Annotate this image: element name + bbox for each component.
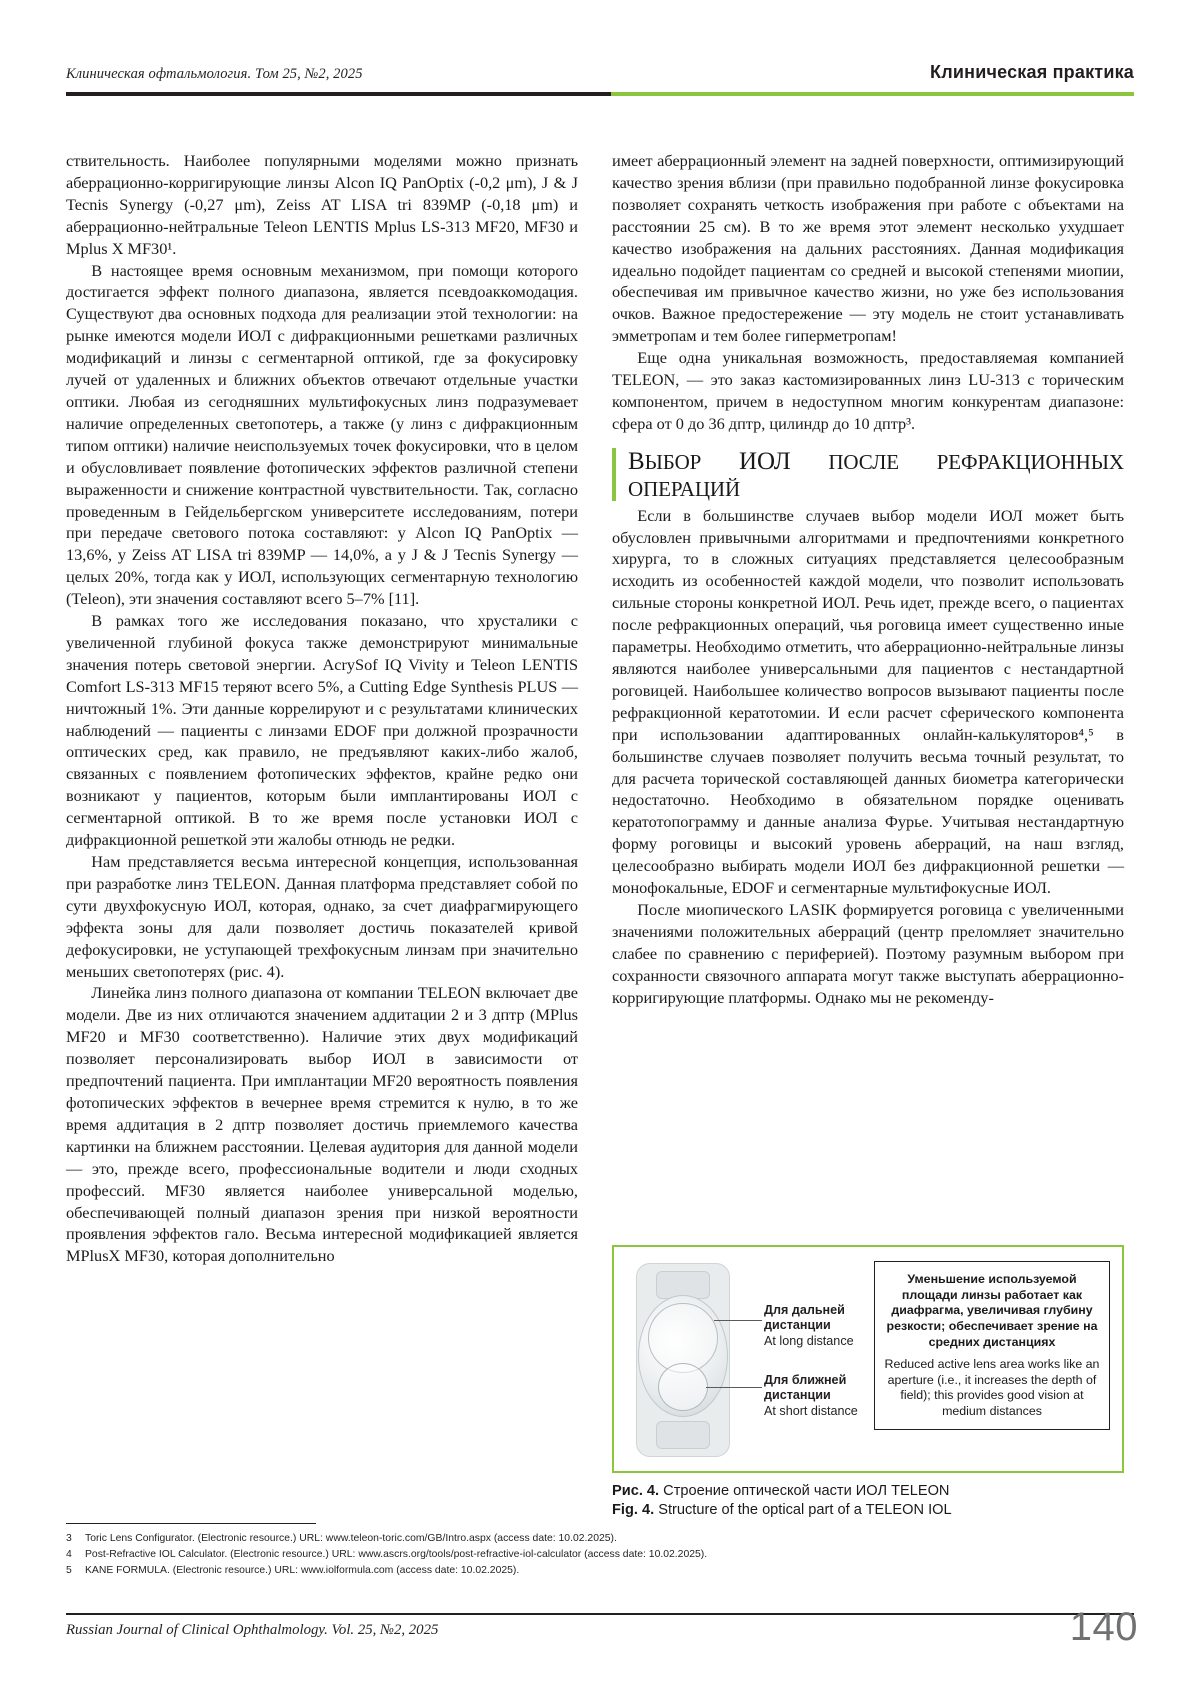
section-heading-word2: ИОЛ: [739, 447, 791, 475]
paragraph: Нам представляется весьма интересной концепция, использованная при разработке линз TELEON. Данная платформа представляет собой по сути двухфокусную ИОЛ, которая, однако, за счет диафрагмирующего эффекта зоны для дали позволяет достичь показателей кривой дефокусировки, не уступающей трехфокусным линзам при значительно меньших светопотерях (рис. 4).: [66, 852, 578, 981]
figure-box: [612, 1245, 1124, 1473]
figure-label-far-ru-2: дистанции: [764, 1318, 831, 1333]
figure-note-box: [874, 1261, 1110, 1430]
paragraph: После миопического LASIK формируется роговица с увеличенными значениями положительных аберраций (центр преломляет значительно слабее по сравнению с периферией). Поэтому разумным выбором при сохранности связочного аппарата могут также выступать аберрационно-корригирующие платформы. Однако мы не рекоменду-: [612, 899, 1124, 1007]
header-section-label: Клиническая практика: [930, 62, 1134, 82]
iol-lens-illustration: [628, 1259, 740, 1459]
paragraph: ствительность. Наиболее популярными моделями можно признать аберрационно-корригирующие линзы Alcon IQ PanOptix (-0,2 μm), J & J Tecnis Synergy (-0,27 μm), Zeiss AT LISA tri 839MP (-0,18 μm) и аберрационно-нейтральные Teleon LENTIS Mplus LS-313 MF20, MF30 и Mplus X MF30¹.: [66, 151, 578, 258]
paragraph: В рамках того же исследования показано, что хрусталики с увеличенной глубиной фокуса также демонстрируют минимальные значения потерь световой энергии. AcrySof IQ Vivity и Teleon LENTIS Comfort LS-313 MF15 теряют всего 5%, a Cutting Edge Synthesis PLUS — ничтожный 1%. Эти данные коррелируют и с результатами клинических наблюдений — пациенты с линзами EDOF при должной прозрачности оптических сред, как правило, не предъявляют каких-либо жалоб, связанных с появлением фотопических эффектов, крайне редко они возникают у пациентов, которым были имплантированы ИОЛ с сегментарной оптикой. В то же время после установки ИОЛ с дифракционной решеткой эти жалобы отнюдь не редки.: [66, 611, 578, 850]
left-column: [66, 150, 578, 1267]
figure-label-far-ru-1: Для дальней: [764, 1303, 845, 1317]
figure-label-far-en: At long distance: [764, 1333, 854, 1348]
header-rule-accent: [611, 92, 1134, 96]
right-column: [612, 150, 1124, 1009]
leader-line-far: [714, 1320, 762, 1321]
figure-label-near: [764, 1373, 868, 1419]
footnote-item: [66, 1547, 1134, 1563]
page-number: 140: [1069, 1605, 1138, 1649]
figure-note-ru: Уменьшение используемой площади линзы работает как диафрагма, увеличивая глубину резкости; обеспечивает зрение на средних дистанциях: [886, 1272, 1098, 1349]
lens-near-zone-ring: [658, 1363, 708, 1411]
lens-haptic-bottom: [656, 1421, 710, 1449]
footer-journal-line: Russian Journal of Clinical Ophthalmology. Vol. 25, №2, 2025: [66, 1622, 439, 1638]
figure-label-near-ru-2: дистанции: [764, 1388, 831, 1403]
footnote-number: 4: [66, 1549, 72, 1561]
footnotes-rule: [66, 1523, 316, 1524]
figure-caption-ru: [612, 1482, 1124, 1501]
figure-caption: [612, 1482, 1124, 1521]
paragraph: Еще одна уникальная возможность, предоставляемая компанией TELEON, — это заказ кастомизированных линз LU-313 с торическим компонентом, причем в недоступном многим конкурентам диапазоне: сфера от 0 до 36 дптр, цилиндр до 10 дптр³.: [612, 348, 1124, 433]
section-heading-rest: ПОСЛЕ РЕФРАКЦИОННЫХ ОПЕРАЦИЙ: [628, 449, 1124, 501]
footnote-text: Post-Refractive IOL Calculator. (Electronic resource.) URL: www.ascrs.org/tools/post-refractive-iol-calculator (access date: 10.02.2025).: [85, 1549, 708, 1561]
figure-label-near-en: At short distance: [764, 1403, 858, 1418]
figure-note-en: Reduced active lens area works like an aperture (i.e., it increases the depth of field); this provides good vision at medium distances: [884, 1357, 1100, 1418]
figure-4: [612, 1245, 1124, 1521]
footnote-number: 5: [66, 1565, 72, 1577]
page-header: [66, 60, 1134, 94]
section-heading-initial: В: [628, 447, 645, 475]
footnote-text: KANE FORMULA. (Electronic resource.) URL: www.iolformula.com (access date: 10.02.2025).: [85, 1565, 520, 1577]
paragraph: В настоящее время основным механизмом, при помощи которого достигается эффект полного диапазона, является псевдоаккомодация. Существуют два основных подхода для реализации этой технологии: на рынке имеются модели ИОЛ с дифракционными решетками различных модификаций и линзы с сегментарной оптикой, где за фокусировку лучей от удаленных и ближних объектов отвечают отдельные участки оптики. Любая из сегодняшних мультифокусных линз подразумевает наличие определенных светопотерь, а также (у линз с дифракционным типом оптики) наличие неиспользуемых точек фокусировки, что в целом и обусловливает появление фотопических эффектов различной степени выраженности и снижение контрастной чувствительности. Так, согласно проведенным в Гейдельбергском университете исследованиям, потери при передаче светового потока составляют: у Alcon IQ PanOptix — 13,6%, у Zeiss AT LISA tri 839MP — 14,0%, а у J & J Tecnis Synergy — целых 20%, тогда как у ИОЛ, использующих сегментарную технологию (Teleon), эти значения составляют всего 5–7% [11].: [66, 260, 578, 609]
paragraph: имеет аберрационный элемент на задней поверхности, оптимизирующий качество зрения вблизи (при правильно подобранной линзе фокусировка позволяет сохранять четкость изображения при работе с объектами на расстоянии 25 см). В то же время этот элемент несколько ухудшает качество изображения на дальних расстояниях. Данная модификация идеально подойдет пациентам со средней и высокой степенями миопии, обеспечивая им привычное качество жизни, но уже без использования очков. Важное предостережение — эту модель не стоит устанавливать эмметропам и тем более гиперметропам!: [612, 151, 1124, 346]
paragraph: Если в большинстве случаев выбор модели ИОЛ может быть обусловлен привычными алгоритмами и предпочтениями конкретного хирурга, то в сложных ситуациях представляется целесообразным исходить из особенностей каждой модели, что позволит использовать сильные стороны конкретной ИОЛ. Речь идет, прежде всего, о пациентах после рефракционных операций, чья роговица имеет существенно иные параметры. Необходимо отметить, что аберрационно-нейтральные линзы являются наиболее универсальными для пациентов с нестандартной роговицей. Наибольшее количество вопросов вызывают пациенты после рефракционной кератотомии. И если расчет сферического компонента при использовании адаптированных онлайн-калькуляторов⁴,⁵ в большинстве случаев позволяет получить весьма точный результат, то для расчета торической составляющей данных биометра категорически недостаточно. Необходимо в обязательном порядке оценивать кератотопограмму и данные анализа Фурье. Учитывая нестандартную форму роговицы и высокий уровень аберраций, на наш взгляд, целесообразно выбирать модели ИОЛ без дифракционной решетки — монофокальные, EDOF и сегментарные мультифокусные ИОЛ.: [612, 505, 1124, 898]
figure-label-near-ru-1: Для ближней: [764, 1373, 847, 1387]
footer-rule: [66, 1613, 1134, 1615]
footnote-item: [66, 1531, 1134, 1547]
figure-caption-ru-text: Строение оптической части ИОЛ TELEON: [663, 1483, 950, 1499]
figure-label-far: [764, 1303, 862, 1349]
footnote-number: 3: [66, 1533, 72, 1544]
header-journal-line: Клиническая офтальмология. Том 25, №2, 2025: [66, 66, 363, 82]
figure-caption-en: [612, 1501, 1124, 1520]
section-heading-word1-rest: ЫБОР: [644, 449, 702, 474]
footnotes: [66, 1523, 1134, 1579]
leader-line-near: [706, 1387, 762, 1388]
figure-caption-ru-label: Рис. 4.: [612, 1483, 660, 1499]
figure-caption-en-text: Structure of the optical part of a TELEON IOL: [658, 1502, 952, 1519]
footnote-item: [66, 1563, 1134, 1579]
section-heading: [612, 448, 1124, 501]
footnote-text: Toric Lens Configurator. (Electronic resource.) URL: www.teleon-toric.com/GB/Intro.aspx (access date: 10.02.2025).: [85, 1533, 617, 1544]
figure-caption-en-label: Fig. 4.: [612, 1502, 655, 1519]
paragraph: Линейка линз полного диапазона от компании TELEON включает две модели. Две из них отличаются значением аддитации 2 и 3 дптр (MPlus MF20 и MF30 соответственно). Наличие этих двух модификаций позволяет персонализировать выбор ИОЛ в зависимости от предпочтений пациента. При имплантации MF20 вероятность появления фотопических эффектов в вечернее время стремится к нулю, в то же время аддитация в 2 дптр позволяет достичь приемлемого качества картинки на ближнем расстоянии. Целевая аудитория для данной модели — это, прежде всего, профессиональные водители и люди сходных профессий. MF30 является наиболее универсальной моделью, обеспечивающей полный диапазон зрения при низкой вероятности проявления эффектов гало. Весьма интересной модификацией является MPlusX MF30, которая дополнительно: [66, 983, 578, 1266]
